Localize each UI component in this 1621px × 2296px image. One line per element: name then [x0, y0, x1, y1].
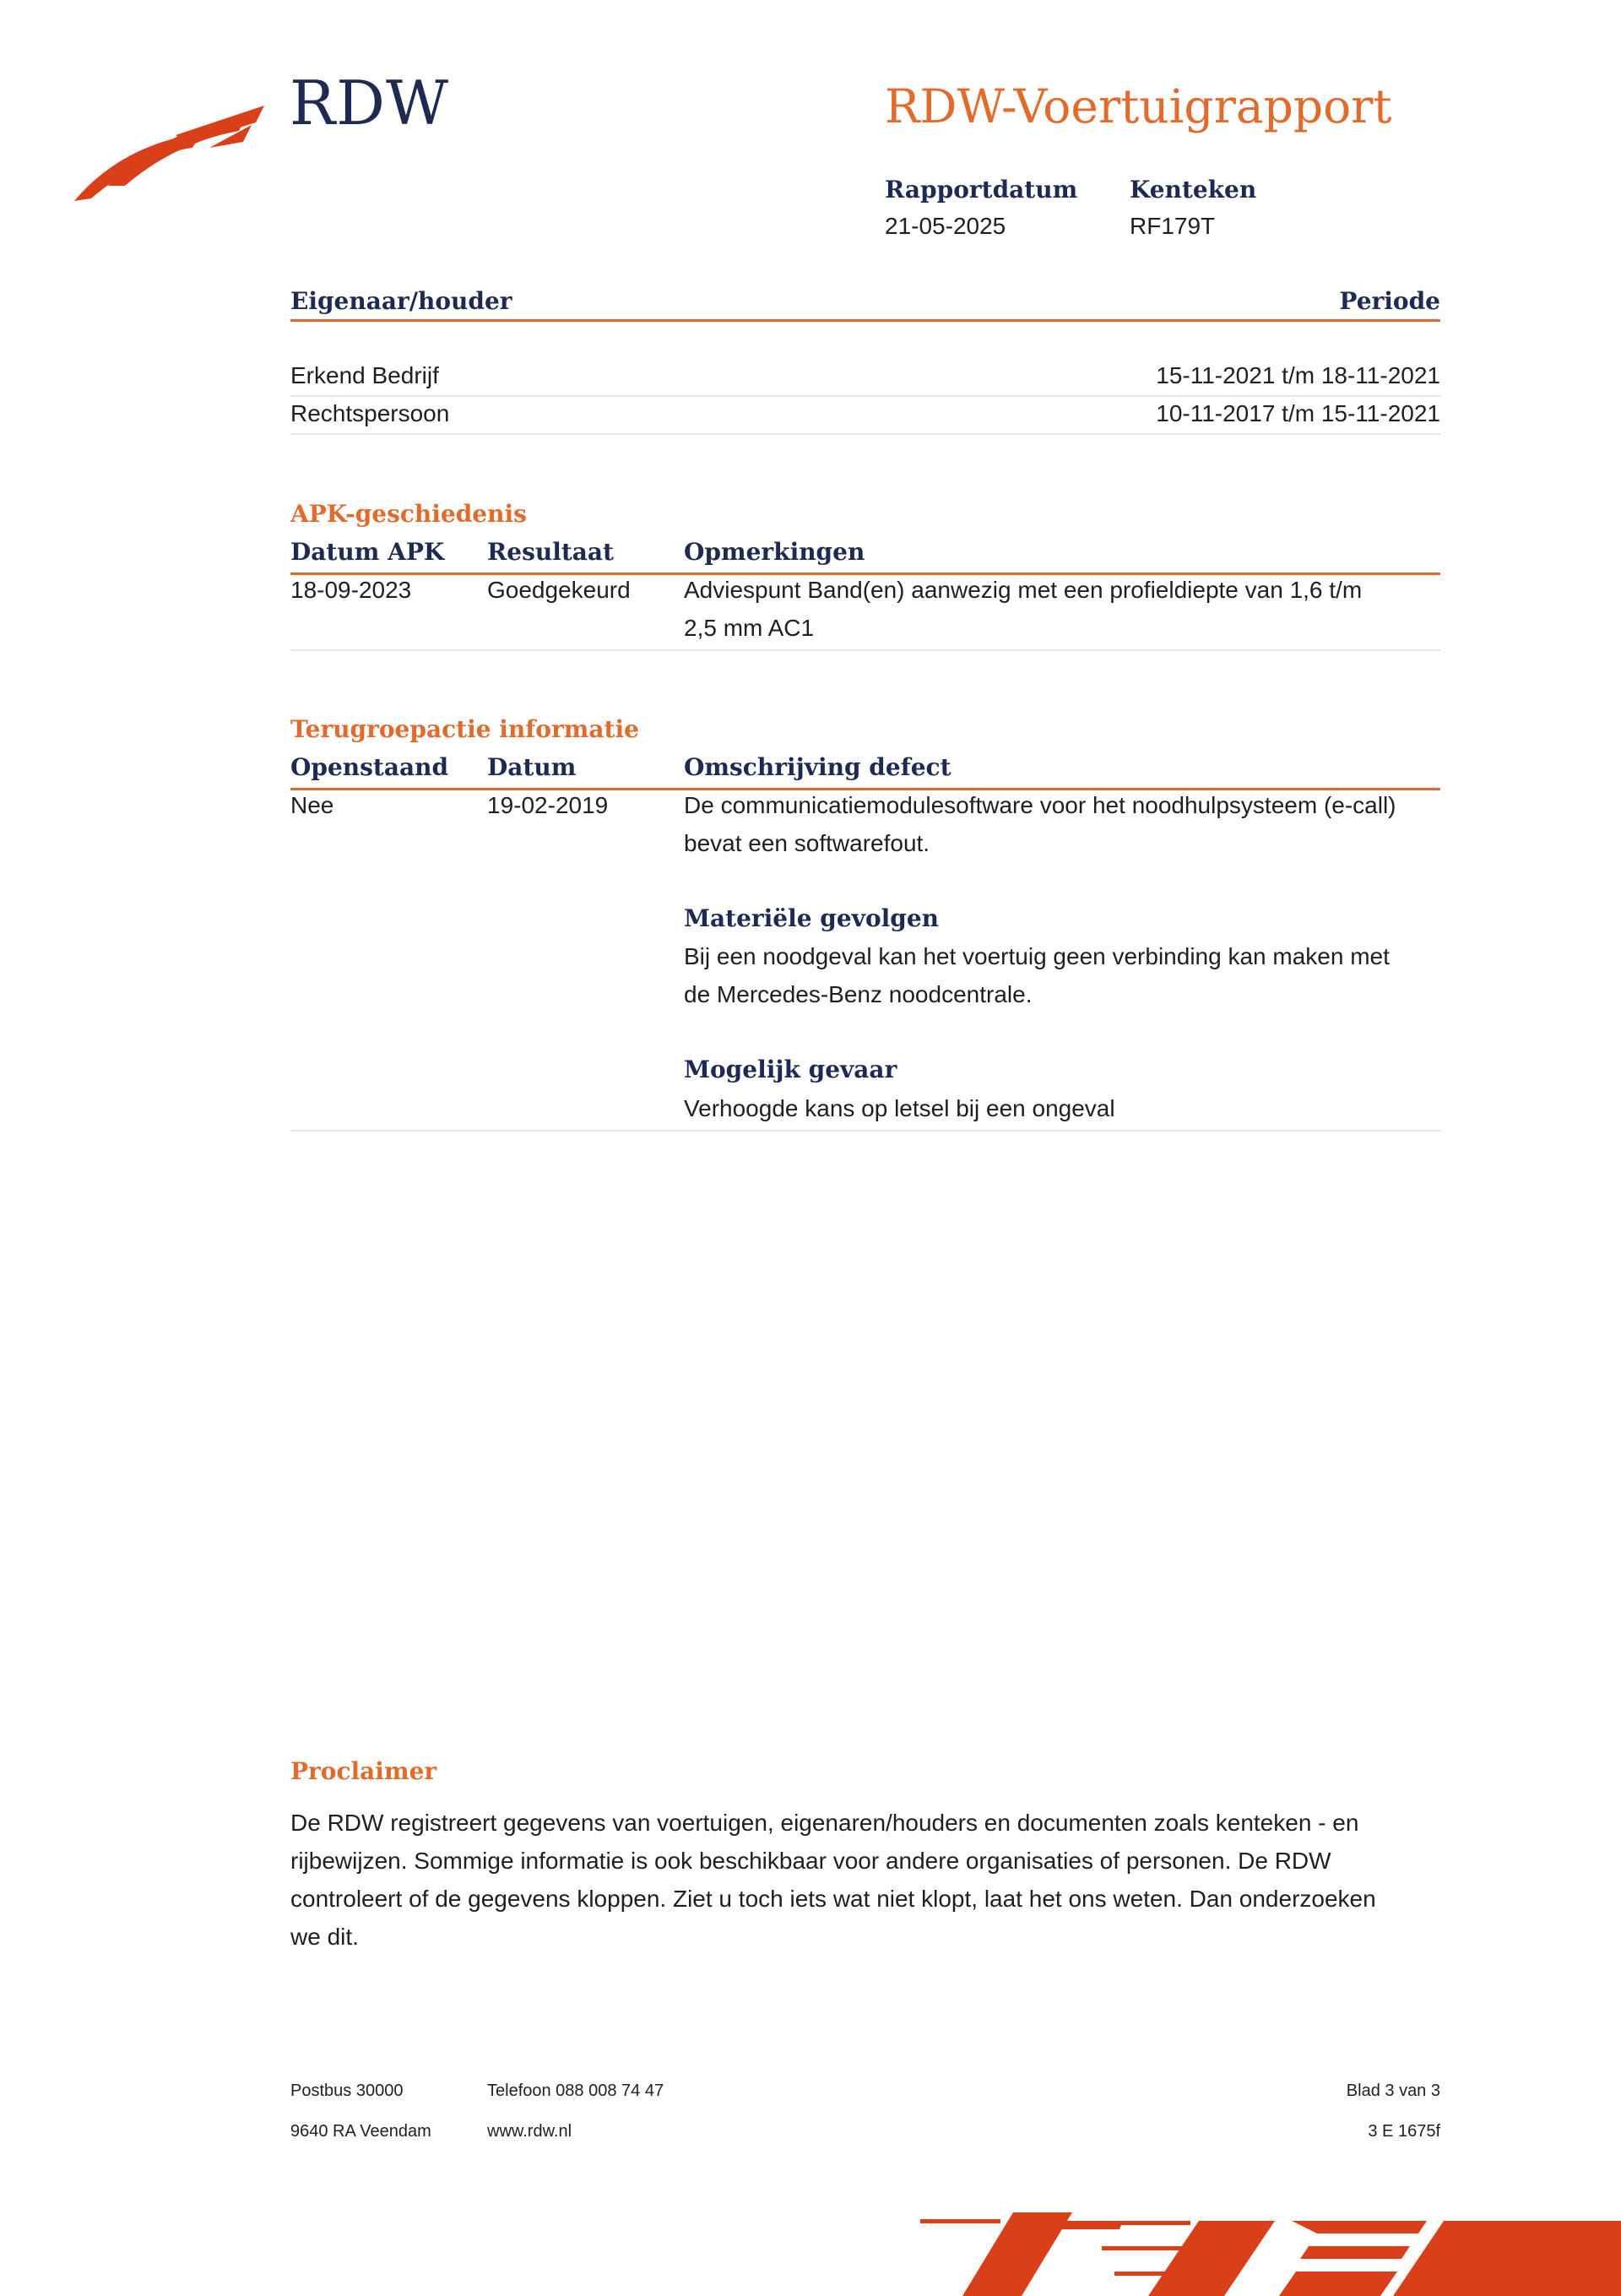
owner-name: Erkend Bedrijf — [290, 362, 439, 388]
footer-city: 9640 RA Veendam — [290, 2122, 431, 2141]
apk-remarks-line2: 2,5 mm AC1 — [684, 615, 815, 641]
apk-remarks-header: Opmerkingen — [684, 538, 865, 566]
logo-text: RDW — [290, 68, 449, 138]
apk-section-title: APK-geschiedenis — [290, 500, 527, 528]
footer-page-number: Blad 3 van 3 — [1346, 2082, 1440, 2100]
row-divider — [290, 433, 1440, 435]
owner-period: 10-11-2017 t/m 15-11-2021 — [1156, 400, 1440, 426]
proclaimer-title: Proclaimer — [290, 1757, 437, 1785]
rdw-logo-icon — [74, 101, 264, 207]
footer-phone: Telefoon 088 008 74 47 — [487, 2082, 664, 2100]
apk-date-header: Datum APK — [290, 538, 445, 566]
owner-period: 15-11-2021 t/m 18-11-2021 — [1156, 362, 1440, 388]
row-divider — [290, 1130, 1440, 1132]
owners-header-rule — [290, 319, 1440, 322]
plate-label: Kenteken — [1130, 176, 1257, 204]
recall-section-title: Terugroepactie informatie — [290, 715, 639, 743]
recall-date-header: Datum — [487, 753, 577, 781]
footer-code: 3 E 1675f — [1368, 2122, 1440, 2141]
period-column-header: Periode — [1339, 287, 1440, 315]
consequences-line1: Bij een noodgeval kan het voertuig geen verbinding kan maken met — [684, 943, 1390, 969]
owner-column-header: Eigenaar/houder — [290, 287, 512, 315]
apk-remarks-line1: Adviespunt Band(en) aanwezig met een profieldiepte van 1,6 t/m — [684, 577, 1363, 603]
owner-name: Rechtspersoon — [290, 400, 450, 426]
consequences-title: Materiële gevolgen — [684, 904, 940, 932]
footer-postbus: Postbus 30000 — [290, 2082, 404, 2100]
recall-desc-header: Omschrijving defect — [684, 753, 951, 781]
consequences-line2: de Mercedes-Benz noodcentrale. — [684, 981, 1033, 1007]
footer-website[interactable]: www.rdw.nl — [487, 2122, 572, 2141]
danger-title: Mogelijk gevaar — [684, 1056, 897, 1083]
apk-result-header: Resultaat — [487, 538, 614, 566]
report-title: RDW-Voertuigrapport — [885, 79, 1392, 133]
plate-value: RF179T — [1130, 213, 1216, 239]
recall-desc-line1: De communicatiemodulesoftware voor het noodhulpsysteem (e-call) — [684, 792, 1396, 818]
report-date-label: Rapportdatum — [885, 176, 1078, 204]
rdw-stripes-graphic-icon — [920, 2204, 1621, 2296]
recall-open-header: Openstaand — [290, 753, 449, 781]
proclaimer-line: De RDW registreert gegevens van voertuigen, eigenaren/houders en documenten zoals kenteken - en — [290, 1810, 1359, 1836]
recall-open: Nee — [290, 792, 334, 818]
proclaimer-line: we dit. — [290, 1924, 359, 1950]
recall-desc-line2: bevat een softwarefout. — [684, 830, 930, 856]
recall-date: 19-02-2019 — [487, 792, 609, 818]
row-divider — [290, 649, 1440, 651]
proclaimer-text — [290, 1804, 1439, 1956]
report-date: 21-05-2025 — [885, 213, 1006, 239]
proclaimer-line: controleert of de gegevens kloppen. Ziet u toch iets wat niet klopt, laat het ons weten. Dan onderzoeken — [290, 1886, 1376, 1912]
danger-text: Verhoogde kans op letsel bij een ongeval — [684, 1095, 1115, 1121]
apk-result: Goedgekeurd — [487, 577, 631, 603]
proclaimer-line: rijbewijzen. Sommige informatie is ook beschikbaar voor andere organisaties of personen. De RDW — [290, 1848, 1331, 1874]
apk-date: 18-09-2023 — [290, 577, 412, 603]
